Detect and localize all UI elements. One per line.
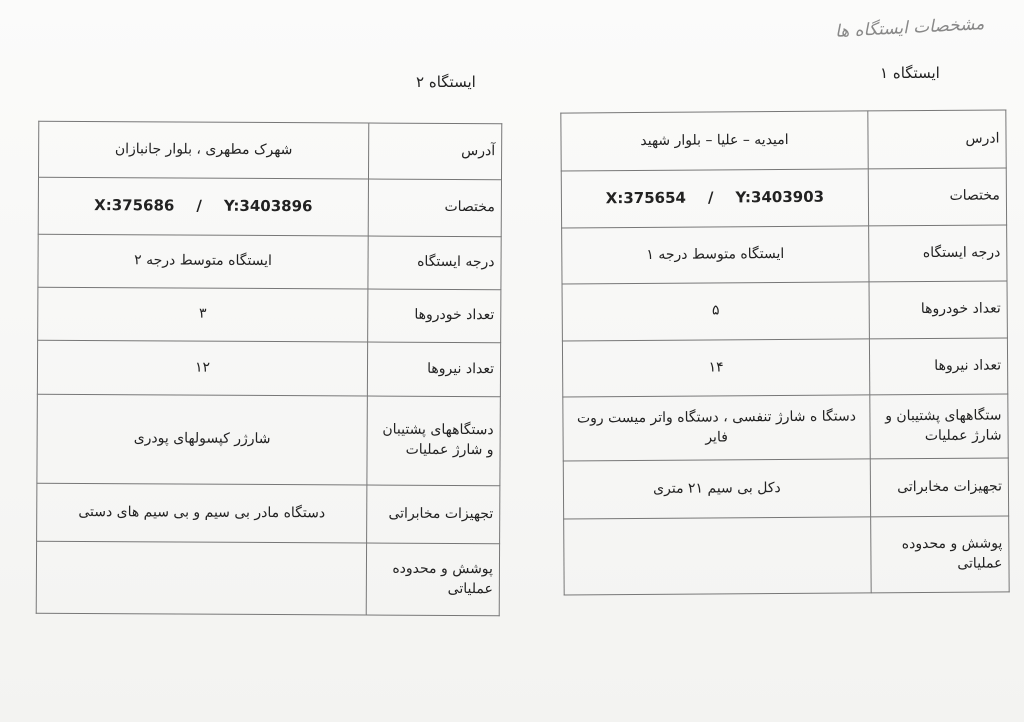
table-row xyxy=(561,110,1006,171)
station-2-table xyxy=(36,121,503,616)
handwritten-header-note: مشخصات ایستگاه ها xyxy=(834,14,985,42)
support-equipment-value: دستگا ه شارژ تنفسی ، دستگاه واتر میست روت فایر xyxy=(563,395,870,461)
table-row xyxy=(37,483,500,543)
table-row xyxy=(563,394,1008,461)
address-label: ادرس xyxy=(868,110,1006,169)
table-row xyxy=(562,225,1007,284)
table-row xyxy=(37,394,500,485)
table-row xyxy=(562,281,1007,341)
support-equipment-label: دستگاههای پشتیبان و شارژ عملیات xyxy=(367,396,500,486)
table-row xyxy=(36,541,499,615)
coordinates-value xyxy=(38,177,368,236)
table-row xyxy=(38,177,501,236)
station-grade-label: درجه ایستگاه xyxy=(869,225,1007,282)
coordinates-label: مختصات xyxy=(868,168,1006,226)
station-2-title: ایستگاه ۲ xyxy=(416,73,476,91)
staff-count-value: ۱۲ xyxy=(37,340,367,396)
station-grade-label: درجه ایستگاه xyxy=(368,236,501,290)
station-1-title: ایستگاه ۱ xyxy=(880,64,940,82)
table-row xyxy=(38,234,501,289)
address-value: شهرک مطهری ، بلوار جانبازان xyxy=(38,121,368,179)
station-grade-value: ایستگاه متوسط درجه ۲ xyxy=(38,234,368,289)
vehicle-count-value: ۳ xyxy=(38,287,368,342)
table-row xyxy=(563,458,1008,519)
support-equipment-value: شارژر کپسولهای پودری xyxy=(37,394,367,485)
station-1-table xyxy=(560,109,1009,595)
coordinates-label: مختصات xyxy=(368,179,501,237)
coord-x: X:375654 xyxy=(605,188,687,208)
table-row xyxy=(38,287,501,342)
coord-y: Y:3403896 xyxy=(223,196,313,216)
coverage-area-label: پوشش و محدوده عملیاتی xyxy=(366,543,499,616)
vehicle-count-label: تعداد خودروها xyxy=(368,289,501,343)
coord-separator: / xyxy=(707,188,714,207)
telecom-equipment-value: دستگاه مادر بی سیم و بی سیم های دستی xyxy=(37,483,367,543)
address-value: امیدیه – علیا – بلوار شهید xyxy=(561,111,868,171)
support-equipment-label: ستگاههای پشتیبان و شارژ عملیات xyxy=(870,394,1008,459)
table-row xyxy=(37,340,500,396)
coord-separator: / xyxy=(196,196,202,215)
coverage-area-value xyxy=(36,541,366,615)
coverage-area-value xyxy=(564,517,872,595)
address-label: آدرس xyxy=(368,123,501,180)
table-row xyxy=(562,338,1007,397)
coord-x: X:375686 xyxy=(94,196,175,215)
staff-count-label: تعداد نیروها xyxy=(367,342,500,397)
vehicle-count-value: ۵ xyxy=(562,282,869,341)
table-row xyxy=(38,121,501,179)
telecom-equipment-label: تجهیزات مخابراتی xyxy=(367,485,500,544)
coord-y: Y:3403903 xyxy=(735,187,825,207)
coverage-area-label: پوشش و محدوده عملیاتی xyxy=(871,516,1010,593)
station-grade-value: ایستگاه متوسط درجه ۱ xyxy=(562,226,869,284)
coordinates-value xyxy=(561,169,868,228)
staff-count-label: تعداد نیروها xyxy=(869,338,1007,395)
table-row xyxy=(564,516,1010,595)
telecom-equipment-label: تجهیزات مخابراتی xyxy=(870,458,1008,517)
table-row xyxy=(561,168,1006,228)
vehicle-count-label: تعداد خودروها xyxy=(869,281,1007,339)
staff-count-value: ۱۴ xyxy=(562,339,869,397)
telecom-equipment-value: دکل بی سیم ۲۱ متری xyxy=(563,459,870,519)
